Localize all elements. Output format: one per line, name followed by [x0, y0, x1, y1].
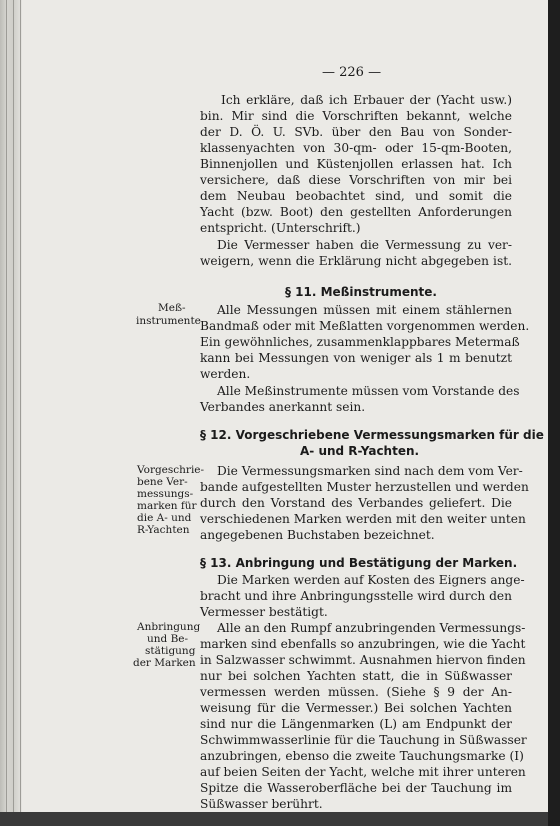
paragraph-line: Spitze die Wasseroberfläche bei der Tauchung im: [200, 781, 512, 795]
paragraph-line: auf beien Seiten der Yacht, welche mit ihrer unteren: [200, 765, 526, 779]
binding-line: [13, 0, 14, 826]
refusal-line: Die Vermesser haben die Vermessung zu ver-: [217, 238, 512, 252]
paragraph-line: Verbandes anerkannt sein.: [200, 400, 366, 414]
paragraph-line: weisung für die Vermesser.) Bei solchen Yachten: [200, 701, 512, 715]
declaration-line: entspricht. (Unterschrift.): [200, 221, 361, 235]
paragraph-line: vermessen werden müssen. (Siehe § 9 der An-: [200, 685, 512, 699]
section-13-heading: § 13. Anbringung und Bestätigung der Marken.: [200, 556, 518, 570]
binding-line: [6, 0, 7, 826]
paragraph-line: kann bei Messungen von weniger als 1 m benutzt: [200, 351, 512, 365]
declaration-line: versichere, daß diese Vorschriften von mir bei: [200, 173, 512, 187]
margin-note-line: stätigung: [145, 645, 196, 657]
declaration-line: der D. Ö. U. SVb. über den Bau von Sonder-: [200, 125, 512, 139]
paragraph-line: werden.: [200, 367, 251, 381]
paragraph-line: Die Marken werden auf Kosten des Eigners ange-: [217, 573, 525, 587]
page-number: — 226 —: [322, 65, 382, 80]
paragraph-line: Vermesser bestätigt.: [200, 605, 328, 619]
margin-note-line: und Be-: [147, 633, 189, 645]
book-binding: [0, 0, 22, 826]
section-11-heading: § 11. Meßinstrumente.: [285, 285, 437, 299]
declaration-line: Yacht (bzw. Boot) den gestellten Anforderungen: [200, 205, 512, 219]
paragraph-line: bande aufgestellten Muster herzustellen und werden: [200, 480, 529, 494]
margin-note-line: Anbringung: [137, 621, 201, 633]
margin-note-line: messungs-: [137, 488, 194, 500]
paragraph-line: Schwimmwasserlinie für die Tauchung in Süßwasser: [200, 733, 527, 747]
margin-note-line: marken für: [137, 500, 197, 512]
margin-note-line: bene Ver-: [137, 476, 188, 488]
paragraph-line: nur bei solchen Yachten statt, die in Süßwasser: [200, 669, 512, 683]
binding-line: [20, 0, 21, 826]
paragraph-line: angegebenen Buchstaben bezeichnet.: [200, 528, 435, 542]
paragraph-line: Die Vermessungsmarken sind nach dem vom Ver-: [217, 464, 523, 478]
paragraph-line: Alle Messungen müssen mit einem stählernen: [217, 303, 512, 317]
paragraph-line: durch den Vorstand des Verbandes geliefert. Die: [200, 496, 512, 510]
paragraph-line: bracht und ihre Anbringungsstelle wird durch den: [200, 589, 512, 603]
margin-note-line: die A- und: [137, 512, 192, 524]
declaration-line: Binnenjollen und Küstenjollen erlassen hat. Ich: [200, 157, 512, 171]
declaration-line: klassenyachten von 30-qm- oder 15-qm-Booten,: [200, 141, 512, 155]
section-12-heading-line-2: A- und R-Yachten.: [300, 444, 420, 458]
margin-note-line: Meß-: [158, 302, 186, 314]
paragraph-line: Alle Meßinstrumente müssen vom Vorstande des: [217, 384, 520, 398]
page-edge-shadow: [548, 0, 560, 826]
margin-note-line: Vorgeschrie-: [137, 464, 205, 476]
paragraph-line: Alle an den Rumpf anzubringenden Vermessungs-: [217, 621, 526, 635]
paragraph-line: Ein gewöhnliches, zusammenklappbares Metermaß: [200, 335, 520, 349]
paragraph-line: Bandmaß oder mit Meßlatten vorgenommen werden.: [200, 319, 530, 333]
refusal-line: weigern, wenn die Erklärung nicht abgegeben ist.: [200, 254, 512, 268]
paragraph-line: in Salzwasser schwimmt. Ausnahmen hiervon finden: [200, 653, 526, 667]
section-12-heading: § 12. Vorgeschriebene Vermessungsmarken für die: [200, 428, 544, 442]
margin-note-line: R-Yachten: [137, 524, 190, 536]
paragraph-line: marken sind ebenfalls so anzubringen, wie die Yacht: [200, 637, 526, 651]
margin-note-line: instrumente: [136, 315, 201, 327]
paragraph-line: anzubringen, ebenso die zweite Tauchungsmarke (I): [200, 749, 524, 763]
paragraph-line: sind nur die Längenmarken (L) am Endpunkt der: [200, 717, 512, 731]
declaration-line: bin. Mir sind die Vorschriften bekannt, welche: [200, 109, 512, 123]
declaration-line: Ich erkläre, daß ich Erbauer der (Yacht usw.): [221, 93, 512, 107]
declaration-line: dem Neubau beobachtet sind, und somit die: [200, 189, 512, 203]
page-bottom-shadow: [0, 812, 548, 826]
paragraph-line: Süßwasser berührt.: [200, 797, 323, 811]
margin-note-line: der Marken: [133, 657, 196, 669]
paragraph-line: verschiedenen Marken werden mit den weiter unten: [200, 512, 526, 526]
